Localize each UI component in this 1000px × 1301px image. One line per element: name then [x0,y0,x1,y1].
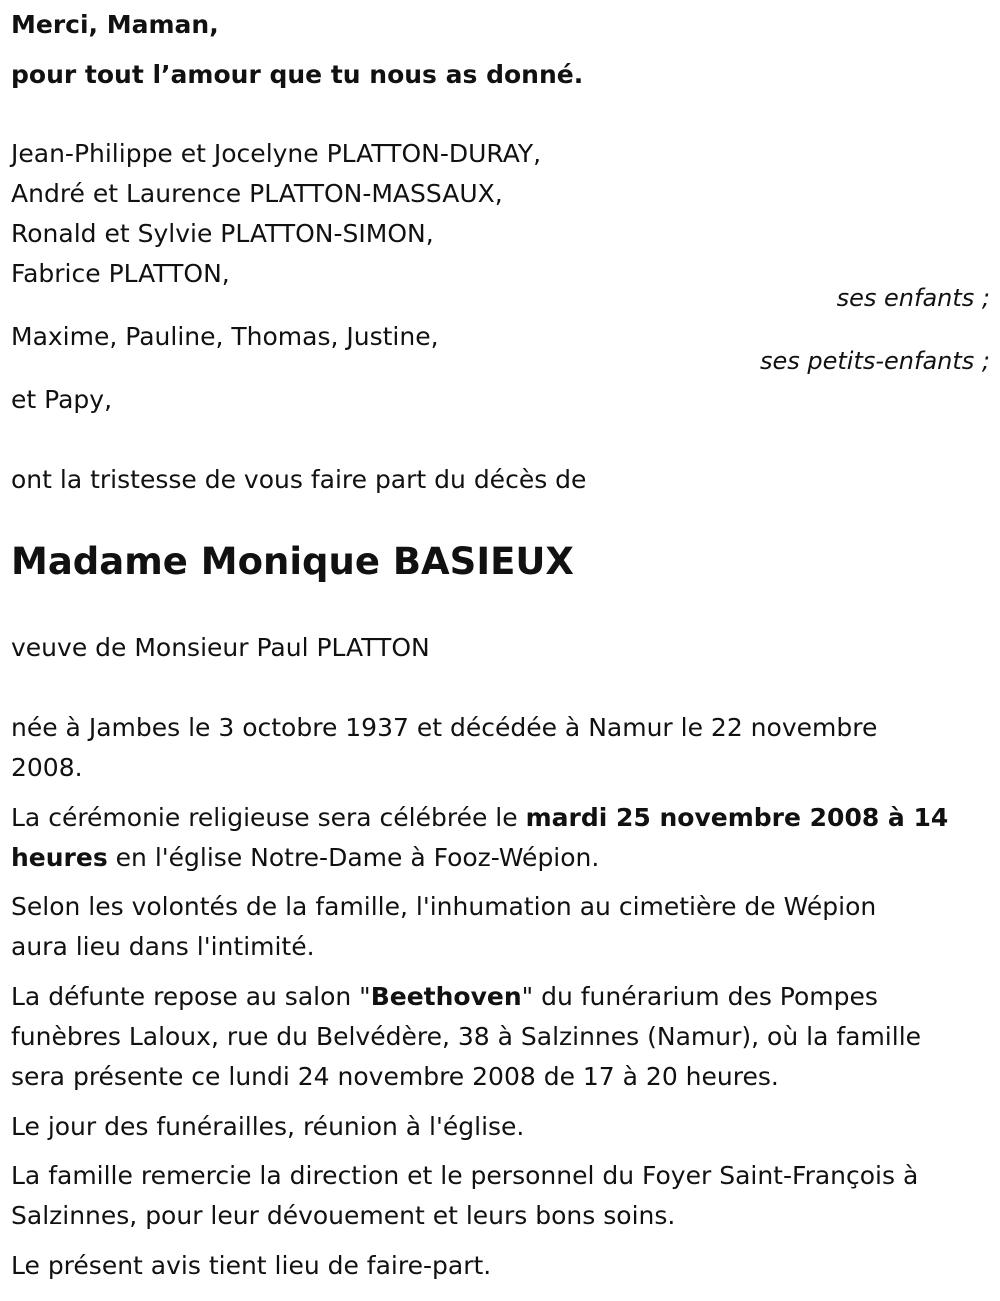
grandchildren: Maxime, Pauline, Thomas, Justine, [11,322,439,351]
viewing-text-1: La défunte repose au salon " [11,982,371,1011]
viewing-text-2: " du funérarium des Pompes [521,982,878,1011]
deceased-name: Madame Monique BASIEUX [11,540,574,583]
thanks-line-1: La famille remercie la direction et le personnel du Foyer Saint-François à [11,1161,919,1190]
viewing-line-3: sera présente ce lundi 24 novembre 2008 de 17 à 20 heures. [11,1062,779,1091]
child-1: Jean-Philippe et Jocelyne PLATTON-DURAY, [11,139,542,168]
viewing-line-2: funèbres Laloux, rue du Belvédère, 38 à Salzinnes (Namur), où la famille [11,1022,922,1051]
birth-death-line-2: 2008. [11,753,83,782]
children-label: ses enfants ; [836,284,990,312]
burial-line-1: Selon les volontés de la famille, l'inhumation au cimetière de Wépion [11,892,877,921]
thanks-line-2: Salzinnes, pour leur dévouement et leurs bons soins. [11,1201,676,1230]
ceremony-line-1 [11,798,948,838]
burial-line-2: aura lieu dans l'intimité. [11,932,315,961]
closing: Le présent avis tient lieu de faire-part. [11,1251,492,1280]
grandchildren-label: ses petits-enfants ; [759,347,990,375]
papy: et Papy, [11,385,113,414]
viewing-salon: Beethoven [370,982,522,1011]
child-4: Fabrice PLATTON, [11,259,230,288]
ceremony-time: heures [11,843,108,872]
child-3: Ronald et Sylvie PLATTON-SIMON, [11,219,434,248]
ceremony-line-2 [11,838,599,878]
meeting: Le jour des funérailles, réunion à l'église. [11,1112,525,1141]
ceremony-place: en l'église Notre-Dame à Fooz-Wépion. [107,843,600,872]
ceremony-text-1: La cérémonie religieuse sera célébrée le [11,803,526,832]
header-line-2: pour tout l’amour que tu nous as donné. [11,60,584,89]
child-2: André et Laurence PLATTON-MASSAUX, [11,179,503,208]
viewing-line-1 [11,977,878,1017]
announcement: ont la tristesse de vous faire part du décès de [11,465,587,494]
ceremony-date: mardi 25 novembre 2008 à 14 [525,803,949,832]
header-line-1: Merci, Maman, [11,10,219,39]
widow-of: veuve de Monsieur Paul PLATTON [11,633,430,662]
birth-death-line-1: née à Jambes le 3 octobre 1937 et décédée à Namur le 22 novembre [11,713,878,742]
